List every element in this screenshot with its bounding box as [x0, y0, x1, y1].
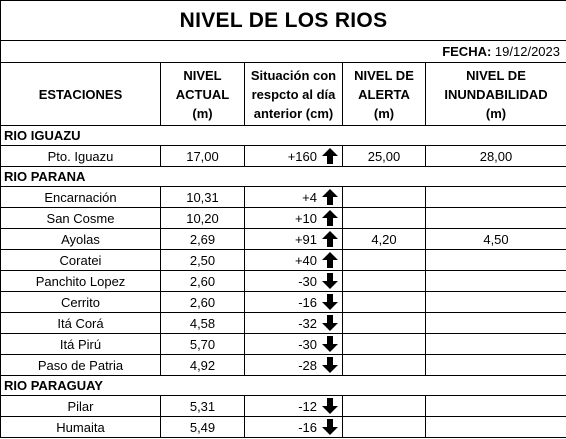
nivel-inundabilidad-value: [426, 417, 566, 438]
nivel-inundabilidad-value: [426, 313, 566, 334]
situacion-cell: [245, 396, 343, 417]
station-name: Itá Pirú: [1, 334, 161, 355]
report-title: NIVEL DE LOS RIOS: [1, 1, 566, 41]
situacion-cell: [245, 146, 343, 167]
nivel-actual-value: 10,31: [161, 187, 245, 208]
situacion-value: +10: [294, 210, 317, 226]
situacion-value: +4: [302, 189, 317, 205]
station-name: Humaita: [1, 417, 161, 438]
arrow-down-icon: [321, 397, 339, 415]
situacion-value: -30: [298, 336, 317, 352]
table-row: [1, 271, 566, 292]
nivel-alerta-value: [343, 396, 426, 417]
situacion-cell: [245, 229, 343, 250]
report-date: [1, 41, 566, 63]
nivel-inundabilidad-value: [426, 187, 566, 208]
nivel-inundabilidad-value: [426, 292, 566, 313]
table-row: [1, 208, 566, 229]
header-nivel-actual: [161, 63, 245, 126]
nivel-inundabilidad-value: 4,50: [426, 229, 566, 250]
date-label: FECHA:: [442, 44, 492, 59]
section-title: RIO IGUAZU: [1, 126, 566, 146]
table-row: [1, 292, 566, 313]
nivel-actual-value: 4,58: [161, 313, 245, 334]
station-name: Pto. Iguazu: [1, 146, 161, 167]
situacion-cell: [245, 250, 343, 271]
header-line: anterior (cm): [253, 105, 334, 121]
situacion-cell: [245, 355, 343, 376]
nivel-inundabilidad-value: [426, 396, 566, 417]
situacion-cell: [245, 292, 343, 313]
situacion-cell: [245, 271, 343, 292]
nivel-actual-value: 2,50: [161, 250, 245, 271]
nivel-alerta-value: [343, 355, 426, 376]
header-line: (m): [485, 105, 507, 121]
section-title: RIO PARAGUAY: [1, 376, 566, 396]
situacion-value: +91: [294, 231, 317, 247]
station-name: Ayolas: [1, 229, 161, 250]
station-name: Itá Corá: [1, 313, 161, 334]
nivel-alerta-value: [343, 292, 426, 313]
nivel-alerta-value: [343, 208, 426, 229]
arrow-down-icon: [321, 335, 339, 353]
header-line: NIVEL DE: [354, 67, 414, 83]
arrow-up-icon: [321, 147, 339, 165]
nivel-inundabilidad-value: [426, 355, 566, 376]
nivel-actual-value: 2,60: [161, 292, 245, 313]
station-name: San Cosme: [1, 208, 161, 229]
nivel-actual-value: 5,31: [161, 396, 245, 417]
nivel-inundabilidad-value: [426, 208, 566, 229]
nivel-actual-value: 2,60: [161, 271, 245, 292]
nivel-inundabilidad-value: [426, 271, 566, 292]
nivel-alerta-value: [343, 187, 426, 208]
header-estaciones: ESTACIONES: [1, 63, 161, 126]
nivel-alerta-value: [343, 417, 426, 438]
table-row: [1, 334, 566, 355]
situacion-value: -28: [298, 357, 317, 373]
nivel-alerta-value: [343, 250, 426, 271]
situacion-cell: [245, 334, 343, 355]
situacion-cell: [245, 208, 343, 229]
arrow-up-icon: [321, 188, 339, 206]
station-name: Encarnación: [1, 187, 161, 208]
situacion-cell: [245, 313, 343, 334]
situacion-cell: [245, 417, 343, 438]
header-nivel-inundabilidad: [426, 63, 566, 126]
arrow-down-icon: [321, 314, 339, 332]
header-line: (m): [373, 105, 395, 121]
table-row: [1, 355, 566, 376]
station-name: Pilar: [1, 396, 161, 417]
nivel-actual-value: 17,00: [161, 146, 245, 167]
header-line: INUNDABILIDAD: [444, 86, 548, 102]
arrow-down-icon: [321, 272, 339, 290]
header-line: (m): [192, 105, 213, 121]
station-name: Paso de Patria: [1, 355, 161, 376]
nivel-actual-value: 5,49: [161, 417, 245, 438]
header-line: Situación con: [250, 67, 337, 83]
station-name: Panchito Lopez: [1, 271, 161, 292]
table-row: [1, 396, 566, 417]
nivel-inundabilidad-value: [426, 250, 566, 271]
situacion-value: -30: [298, 273, 317, 289]
header-line: NIVEL DE: [466, 67, 526, 83]
nivel-alerta-value: [343, 334, 426, 355]
header-line: NIVEL: [183, 67, 222, 83]
table-row: [1, 146, 566, 167]
situacion-value: +160: [287, 148, 317, 164]
header-nivel-alerta: [343, 63, 426, 126]
nivel-alerta-value: [343, 313, 426, 334]
header-line: ACTUAL: [175, 86, 230, 102]
arrow-up-icon: [321, 209, 339, 227]
table-row: [1, 313, 566, 334]
header-row: [1, 63, 566, 126]
nivel-alerta-value: 4,20: [343, 229, 426, 250]
situacion-value: -16: [298, 294, 317, 310]
situacion-value: -12: [298, 398, 317, 414]
arrow-down-icon: [321, 293, 339, 311]
situacion-cell: [245, 187, 343, 208]
nivel-inundabilidad-value: 28,00: [426, 146, 566, 167]
station-name: Cerrito: [1, 292, 161, 313]
station-name: Coratei: [1, 250, 161, 271]
nivel-actual-value: 4,92: [161, 355, 245, 376]
table-row: [1, 187, 566, 208]
section-row: [1, 126, 566, 146]
section-row: [1, 167, 566, 187]
situacion-value: -16: [298, 419, 317, 435]
nivel-actual-value: 10,20: [161, 208, 245, 229]
section-row: [1, 376, 566, 396]
header-line: respcto al día: [251, 86, 336, 102]
table-row: [1, 417, 566, 438]
nivel-actual-value: 2,69: [161, 229, 245, 250]
nivel-inundabilidad-value: [426, 334, 566, 355]
date-value: 19/12/2023: [494, 44, 560, 59]
situacion-value: -32: [298, 315, 317, 331]
situacion-value: +40: [294, 252, 317, 268]
arrow-up-icon: [321, 230, 339, 248]
nivel-alerta-value: 25,00: [343, 146, 426, 167]
header-line: ALERTA: [358, 86, 410, 102]
table-row: [1, 250, 566, 271]
section-title: RIO PARANA: [1, 167, 566, 187]
arrow-down-icon: [321, 356, 339, 374]
nivel-actual-value: 5,70: [161, 334, 245, 355]
nivel-alerta-value: [343, 271, 426, 292]
arrow-up-icon: [321, 251, 339, 269]
header-situacion: [245, 63, 343, 126]
table-row: [1, 229, 566, 250]
arrow-down-icon: [321, 418, 339, 436]
